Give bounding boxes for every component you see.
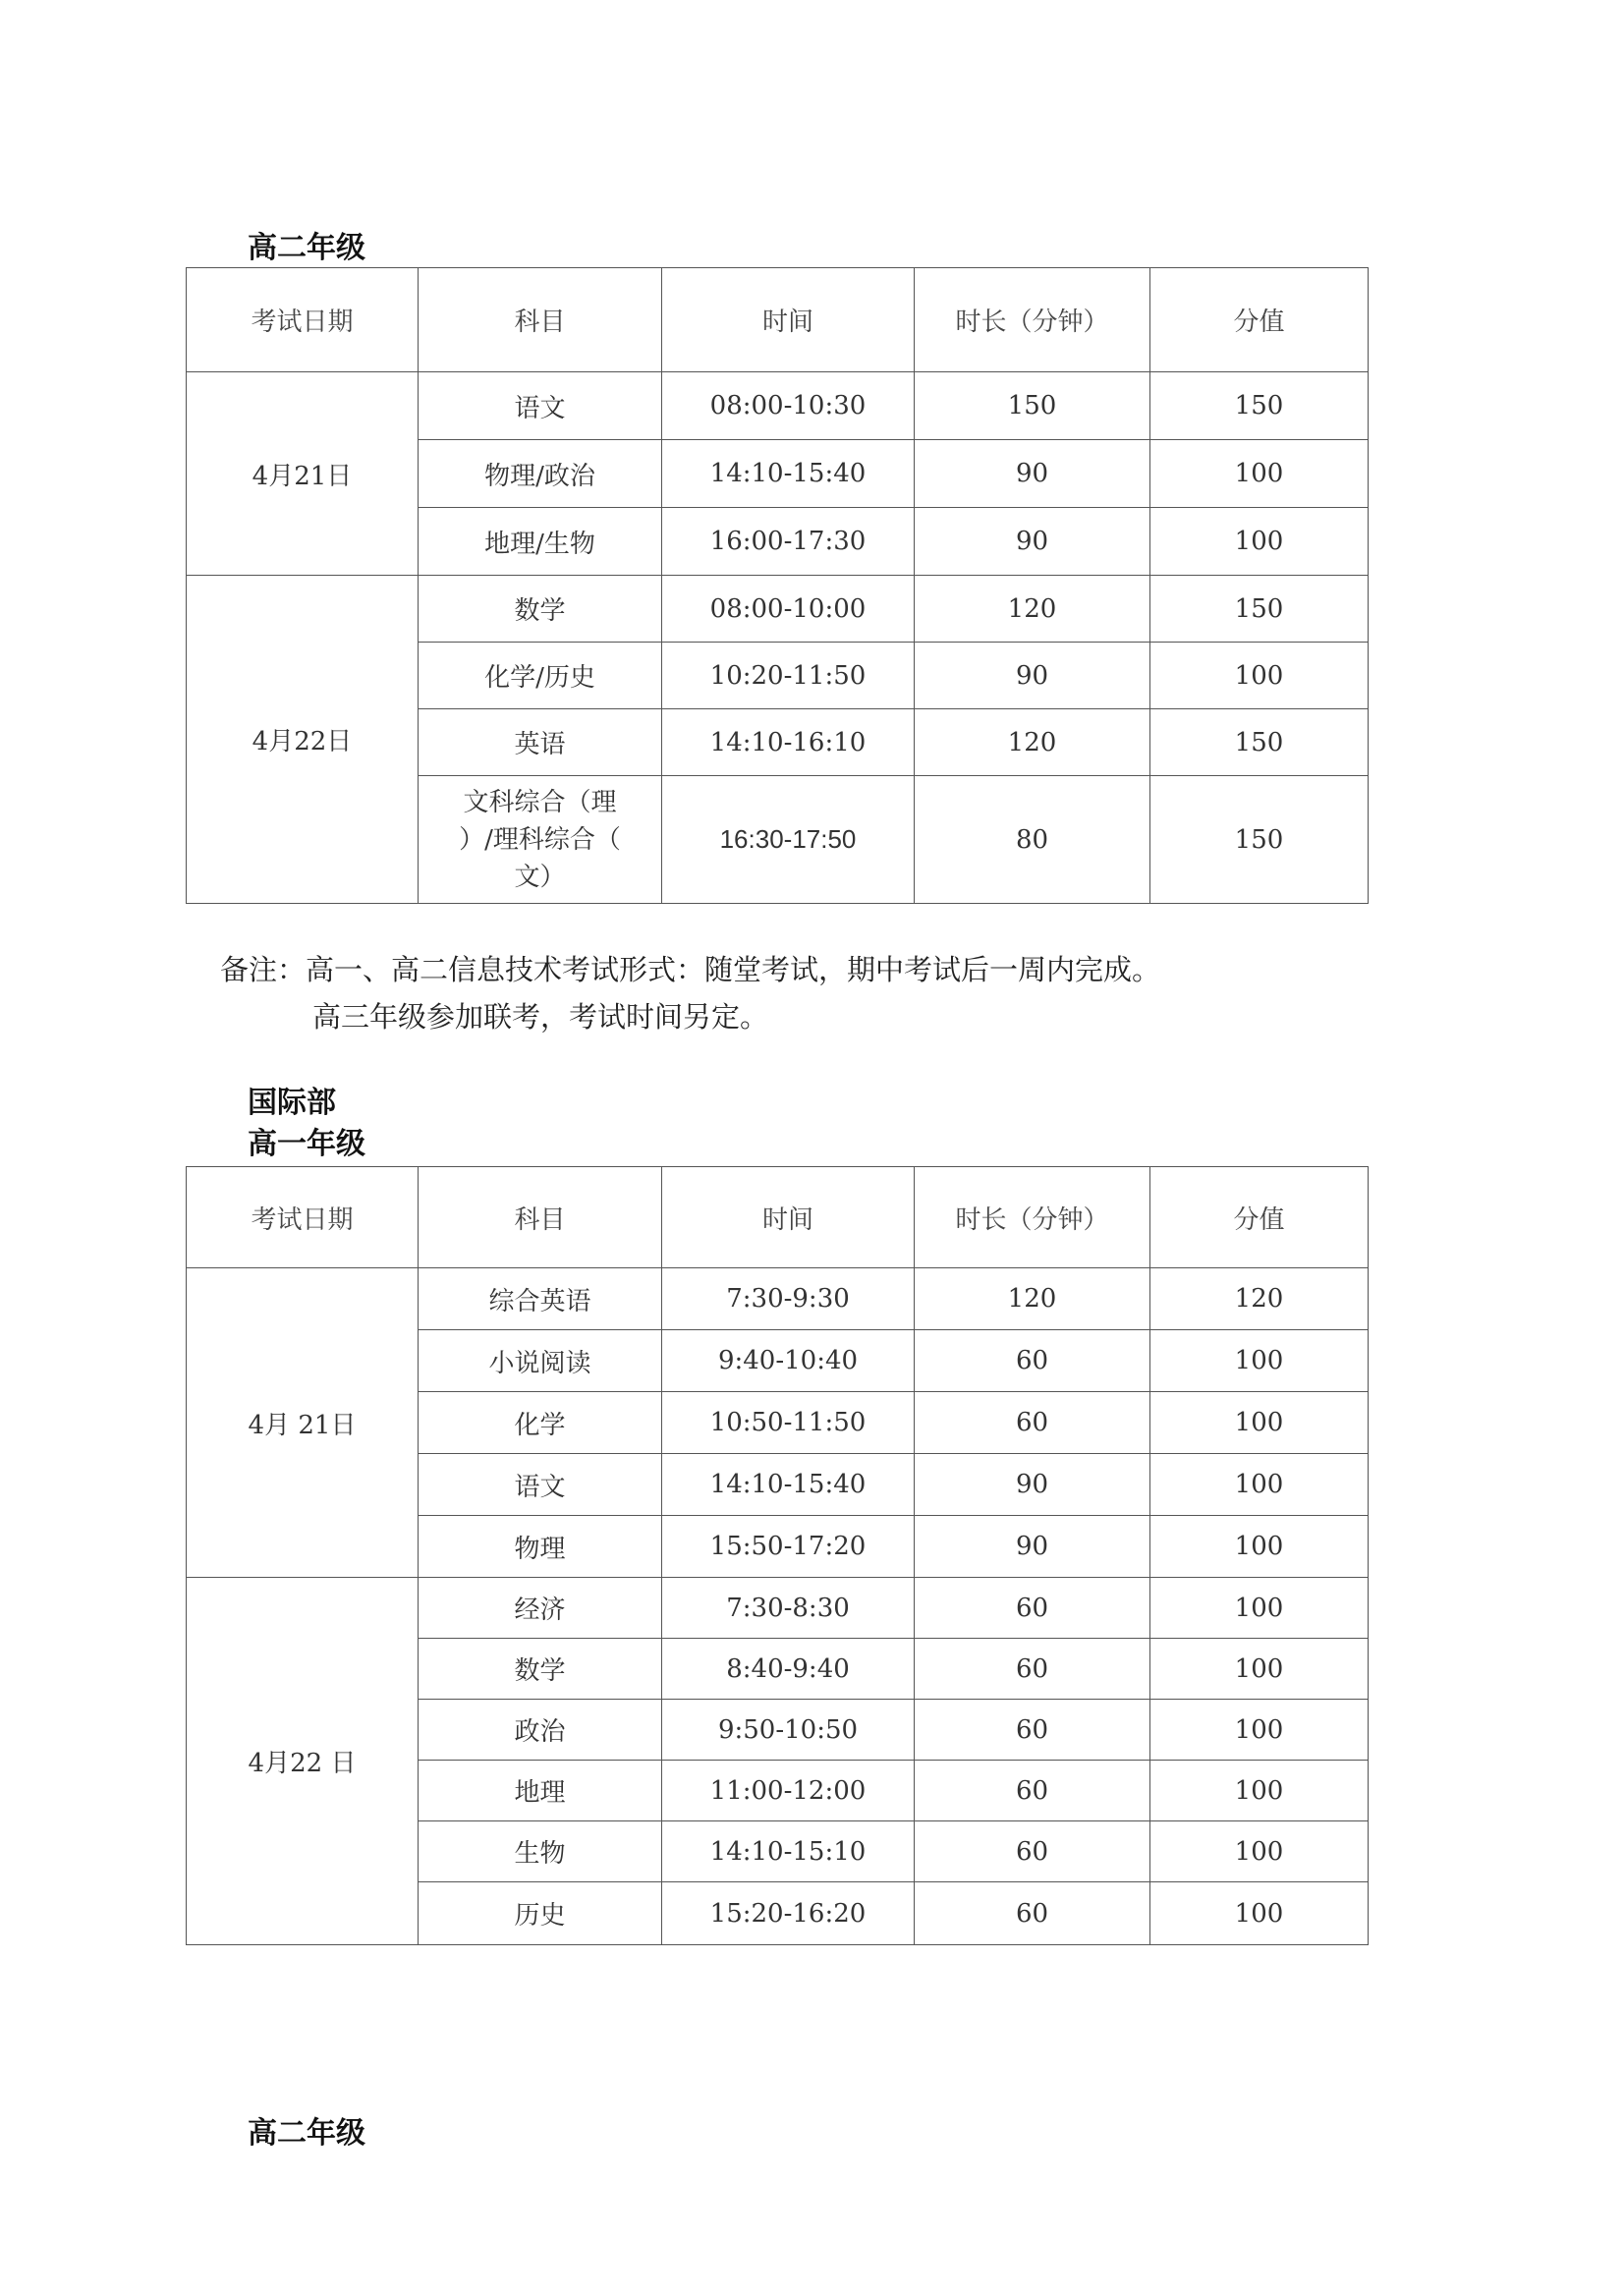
header-subject: 科目 <box>419 1167 662 1268</box>
table-row <box>187 1268 1369 1330</box>
subject-cell: 小说阅读 <box>419 1330 662 1392</box>
table-row <box>187 1578 1369 1639</box>
duration-cell: 60 <box>915 1700 1150 1761</box>
duration-cell: 60 <box>915 1639 1150 1700</box>
duration-cell: 60 <box>915 1761 1150 1821</box>
department-title: 国际部 <box>248 1086 336 1120</box>
time-cell: 7:30-9:30 <box>662 1268 915 1330</box>
exam-date-cell: 4月21日 <box>187 372 419 576</box>
time-cell: 10:20-11:50 <box>662 643 915 709</box>
time-cell: 9:50-10:50 <box>662 1700 915 1761</box>
header-date: 考试日期 <box>187 1167 419 1268</box>
score-cell: 120 <box>1150 1268 1369 1330</box>
duration-cell: 60 <box>915 1882 1150 1945</box>
remarks-line-2: 高三年级参加联考，考试时间另定。 <box>312 1000 769 1034</box>
time-cell: 08:00-10:30 <box>662 372 915 440</box>
exam-date-cell: 4月 21日 <box>187 1268 419 1578</box>
subject-cell: 政治 <box>419 1700 662 1761</box>
subject-cell: 生物 <box>419 1821 662 1882</box>
time-cell: 9:40-10:40 <box>662 1330 915 1392</box>
score-cell: 100 <box>1150 1821 1369 1882</box>
duration-cell: 90 <box>915 1454 1150 1516</box>
duration-cell: 150 <box>915 372 1150 440</box>
table-row <box>187 372 1369 440</box>
subject-cell: 地理/生物 <box>419 508 662 576</box>
subject-cell: 数学 <box>419 1639 662 1700</box>
time-cell: 8:40-9:40 <box>662 1639 915 1700</box>
score-cell: 100 <box>1150 1516 1369 1578</box>
grade-title-senior-one: 高一年级 <box>248 1127 365 1161</box>
remarks-line-1: 备注：高一、高二信息技术考试形式：随堂考试，期中考试后一周内完成。 <box>220 953 1161 986</box>
score-cell: 100 <box>1150 1454 1369 1516</box>
header-score: 分值 <box>1150 1167 1369 1268</box>
duration-cell: 90 <box>915 643 1150 709</box>
time-cell: 15:20-16:20 <box>662 1882 915 1945</box>
time-cell: 11:00-12:00 <box>662 1761 915 1821</box>
duration-cell: 120 <box>915 1268 1150 1330</box>
header-date: 考试日期 <box>187 268 419 372</box>
subject-cell: 物理/政治 <box>419 440 662 508</box>
subject-cell-combined <box>419 776 662 904</box>
header-time: 时间 <box>662 1167 915 1268</box>
score-cell: 100 <box>1150 508 1369 576</box>
score-cell: 100 <box>1150 1578 1369 1639</box>
exam-date-cell: 4月22 日 <box>187 1578 419 1945</box>
table-header-row <box>187 1167 1369 1268</box>
header-time: 时间 <box>662 268 915 372</box>
score-cell: 100 <box>1150 1882 1369 1945</box>
grade-title-senior-two: 高二年级 <box>248 231 365 265</box>
exam-schedule-table-senior-two <box>186 267 1369 904</box>
score-cell: 150 <box>1150 372 1369 440</box>
score-cell: 100 <box>1150 1392 1369 1454</box>
remarks <box>220 946 1160 1040</box>
time-cell: 16:30-17:50 <box>662 776 915 904</box>
subject-line: ）/理科综合（ <box>459 824 621 855</box>
score-cell: 100 <box>1150 1330 1369 1392</box>
subject-cell: 化学 <box>419 1392 662 1454</box>
time-cell: 10:50-11:50 <box>662 1392 915 1454</box>
table-row <box>187 576 1369 643</box>
duration-cell: 90 <box>915 508 1150 576</box>
subject-cell: 数学 <box>419 576 662 643</box>
duration-cell: 60 <box>915 1330 1150 1392</box>
subject-cell: 化学/历史 <box>419 643 662 709</box>
score-cell: 150 <box>1150 776 1369 904</box>
time-cell: 08:00-10:00 <box>662 576 915 643</box>
subject-cell: 综合英语 <box>419 1268 662 1330</box>
time-cell: 14:10-15:40 <box>662 440 915 508</box>
subject-cell: 地理 <box>419 1761 662 1821</box>
subject-cell: 历史 <box>419 1882 662 1945</box>
header-duration: 时长（分钟） <box>915 1167 1150 1268</box>
subject-cell: 物理 <box>419 1516 662 1578</box>
duration-cell: 60 <box>915 1821 1150 1882</box>
exam-schedule-table-intl-senior-one <box>186 1166 1369 1945</box>
subject-line: 文） <box>514 862 566 892</box>
score-cell: 100 <box>1150 1639 1369 1700</box>
subject-cell: 英语 <box>419 709 662 776</box>
table-header-row <box>187 268 1369 372</box>
subject-line: 文科综合（理 <box>463 787 617 817</box>
duration-cell: 120 <box>915 709 1150 776</box>
header-score: 分值 <box>1150 268 1369 372</box>
exam-date-cell: 4月22日 <box>187 576 419 904</box>
time-cell: 15:50-17:20 <box>662 1516 915 1578</box>
subject-cell: 语文 <box>419 1454 662 1516</box>
duration-cell: 90 <box>915 1516 1150 1578</box>
score-cell: 100 <box>1150 1761 1369 1821</box>
score-cell: 100 <box>1150 1700 1369 1761</box>
subject-cell: 语文 <box>419 372 662 440</box>
header-subject: 科目 <box>419 268 662 372</box>
header-duration: 时长（分钟） <box>915 268 1150 372</box>
score-cell: 100 <box>1150 643 1369 709</box>
duration-cell: 80 <box>915 776 1150 904</box>
time-cell: 14:10-15:40 <box>662 1454 915 1516</box>
time-cell: 7:30-8:30 <box>662 1578 915 1639</box>
score-cell: 150 <box>1150 576 1369 643</box>
subject-cell: 经济 <box>419 1578 662 1639</box>
duration-cell: 90 <box>915 440 1150 508</box>
time-cell: 14:10-15:10 <box>662 1821 915 1882</box>
duration-cell: 120 <box>915 576 1150 643</box>
score-cell: 100 <box>1150 440 1369 508</box>
time-cell: 16:00-17:30 <box>662 508 915 576</box>
score-cell: 150 <box>1150 709 1369 776</box>
grade-title-intl-senior-two: 高二年级 <box>248 2116 365 2151</box>
time-cell: 14:10-16:10 <box>662 709 915 776</box>
duration-cell: 60 <box>915 1578 1150 1639</box>
duration-cell: 60 <box>915 1392 1150 1454</box>
